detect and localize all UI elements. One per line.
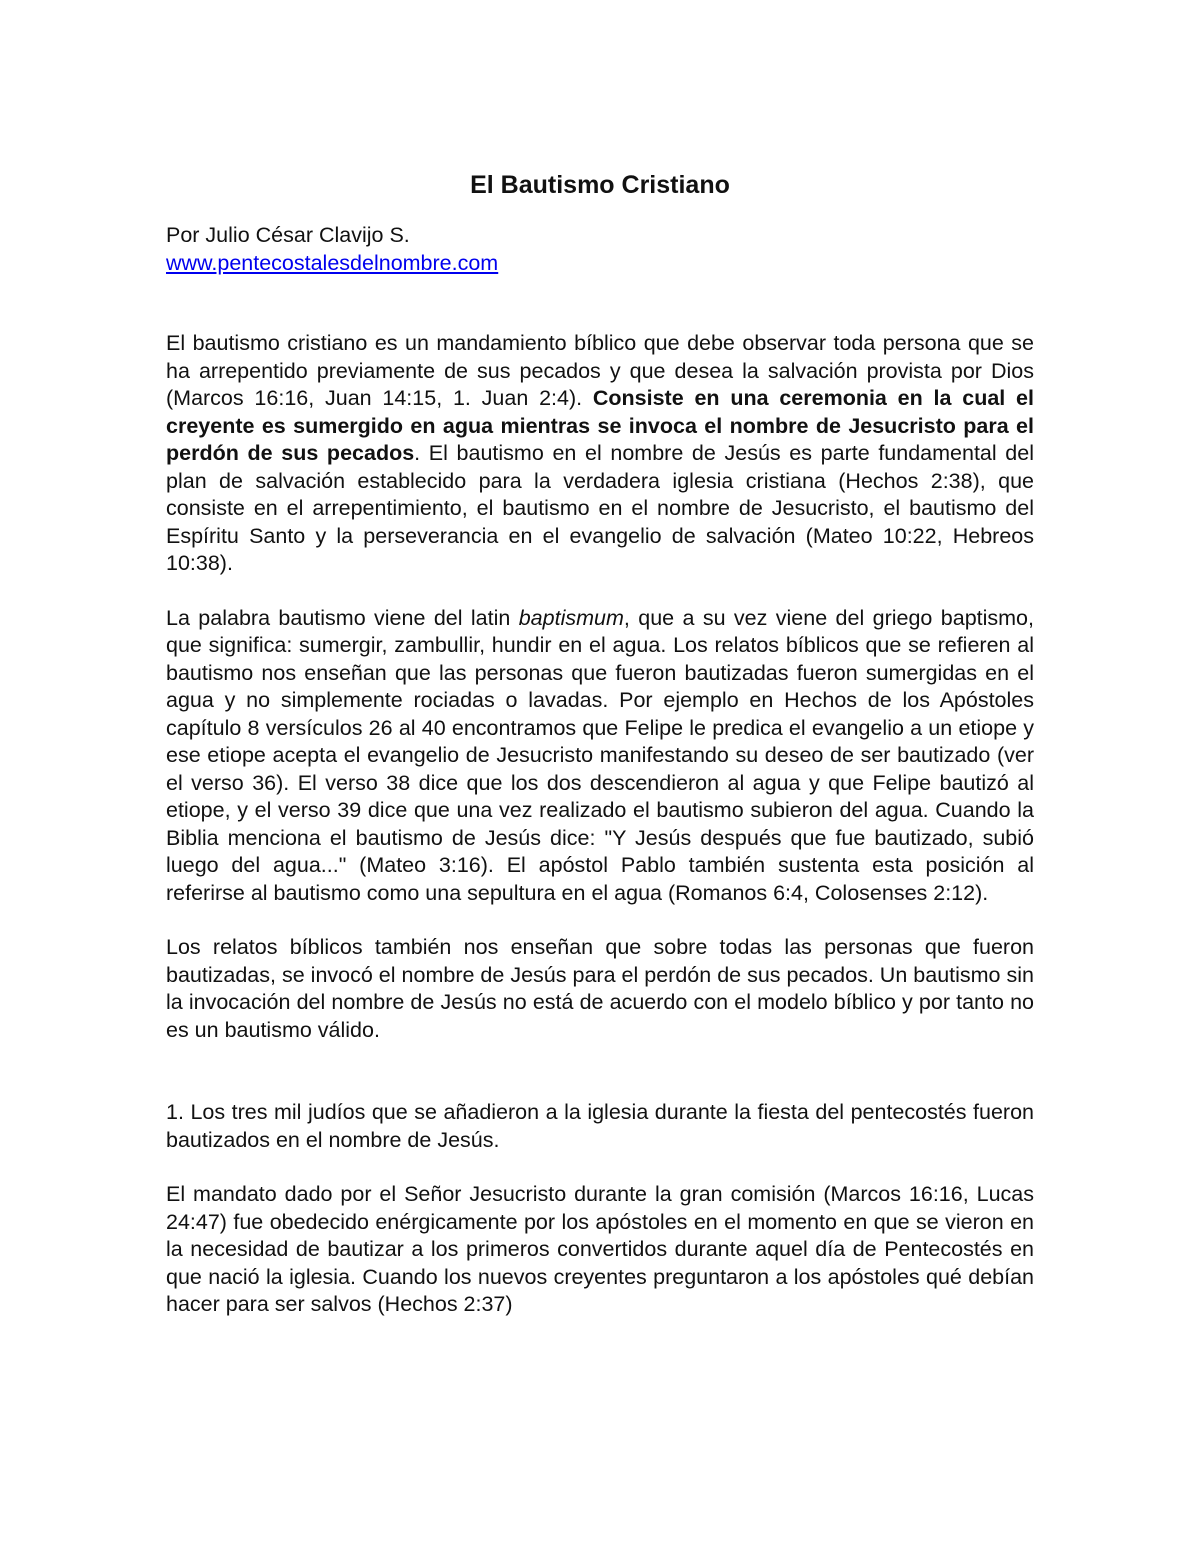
spacer <box>166 1044 1034 1099</box>
document-page <box>166 168 1034 1319</box>
website-link[interactable]: www.pentecostalesdelnombre.com <box>166 250 499 275</box>
paragraph-invocation: Los relatos bíblicos también nos enseñan que sobre todas las personas que fueron bautizadas, se invocó el nombre de Jesús para el perdón de sus pecados. Un bautismo sin la invocación del nombre de Jesús no está de acuerdo con el modelo bíblico y por tanto no es un bautismo válido. <box>166 935 1034 1042</box>
paragraph-etymology-text-end: , que a su vez viene del griego baptismo, que significa: sumergir, zambullir, hundir en el agua. Los relatos bíblicos que se refieren al bautismo nos enseñan que las personas que fueron bautizadas fueron sumergidas en el agua y no simplemente rociadas o lavadas. Por ejemplo en Hechos de los Apóstoles capítulo 8 versículos 26 al 40 encontramos que Felipe le predica el evangelio a un etiope y ese etiope acepta el evangelio de Jesucristo manifestando su deseo de ser bautizado (ver el verso 36). El verso 38 dice que los dos descendieron al agua y que Felipe bautizó al etiope, y el verso 39 dice que una vez realizado el bautismo subieron del agua. Cuando la Biblia menciona el bautismo de Jesús dice: "Y Jesús después que fue bautizado, subió luego del agua..." (Mateo 3:16). El apóstol Pablo también sustenta esta posición al referirse al bautismo como una sepultura en el agua (Romanos 6:4, Colosenses 2:12). <box>166 605 1034 905</box>
paragraph-intro <box>166 330 1034 578</box>
document-title: El Bautismo Cristiano <box>470 171 730 199</box>
spacer <box>166 578 1034 605</box>
spacer <box>166 277 1034 330</box>
paragraph-intro-bold: Consiste en una ceremonia en la cual el creyente es sumergido en agua mientras se invoca el nombre de Jesucristo para el perdón de sus pecados <box>166 386 1034 465</box>
paragraph-etymology <box>166 605 1034 908</box>
paragraph-intro-text: El bautismo cristiano es un mandamiento bíblico que debe observar toda persona que se ha arrepentido previamente de sus pecados y que desea la salvación provista por Dios (Marcos 16:16, Juan 14:15, 1. Juan 2:4). <box>166 331 1034 410</box>
paragraph-intro-text-end: . El bautismo en el nombre de Jesús es parte fundamental del plan de salvación establecido para la verdadera iglesia cristiana (Hechos 2:38), que consiste en el arrepentimiento, el bautismo en el nombre de Jesucristo, el bautismo del Espíritu Santo y la perseverancia en el evangelio de salvación (Mateo 10:22, Hebreos 10:38). <box>166 441 1034 575</box>
section-heading-1: 1. Los tres mil judíos que se añadieron a la iglesia durante la fiesta del pentecostés fueron bautizados en el nombre de Jesús. <box>166 1100 1034 1152</box>
paragraph-etymology-italic: baptismum <box>518 605 624 630</box>
paragraph-etymology-text: La palabra bautismo viene del latin <box>166 605 519 630</box>
spacer <box>166 907 1034 934</box>
spacer <box>166 1154 1034 1181</box>
paragraph-great-commission: El mandato dado por el Señor Jesucristo durante la gran comisión (Marcos 16:16, Lucas 24:47) fue obedecido enérgicamente por los apóstoles en el momento en que se vieron en la necesidad de bautizar a los primeros convertidos durante aquel día de Pentecostés en que nació la iglesia. Cuando los nuevos creyentes preguntaron a los apóstoles qué debían hacer para ser salvos (Hechos 2:37) <box>166 1182 1034 1316</box>
author-line: Por Julio César Clavijo S. <box>166 223 410 247</box>
